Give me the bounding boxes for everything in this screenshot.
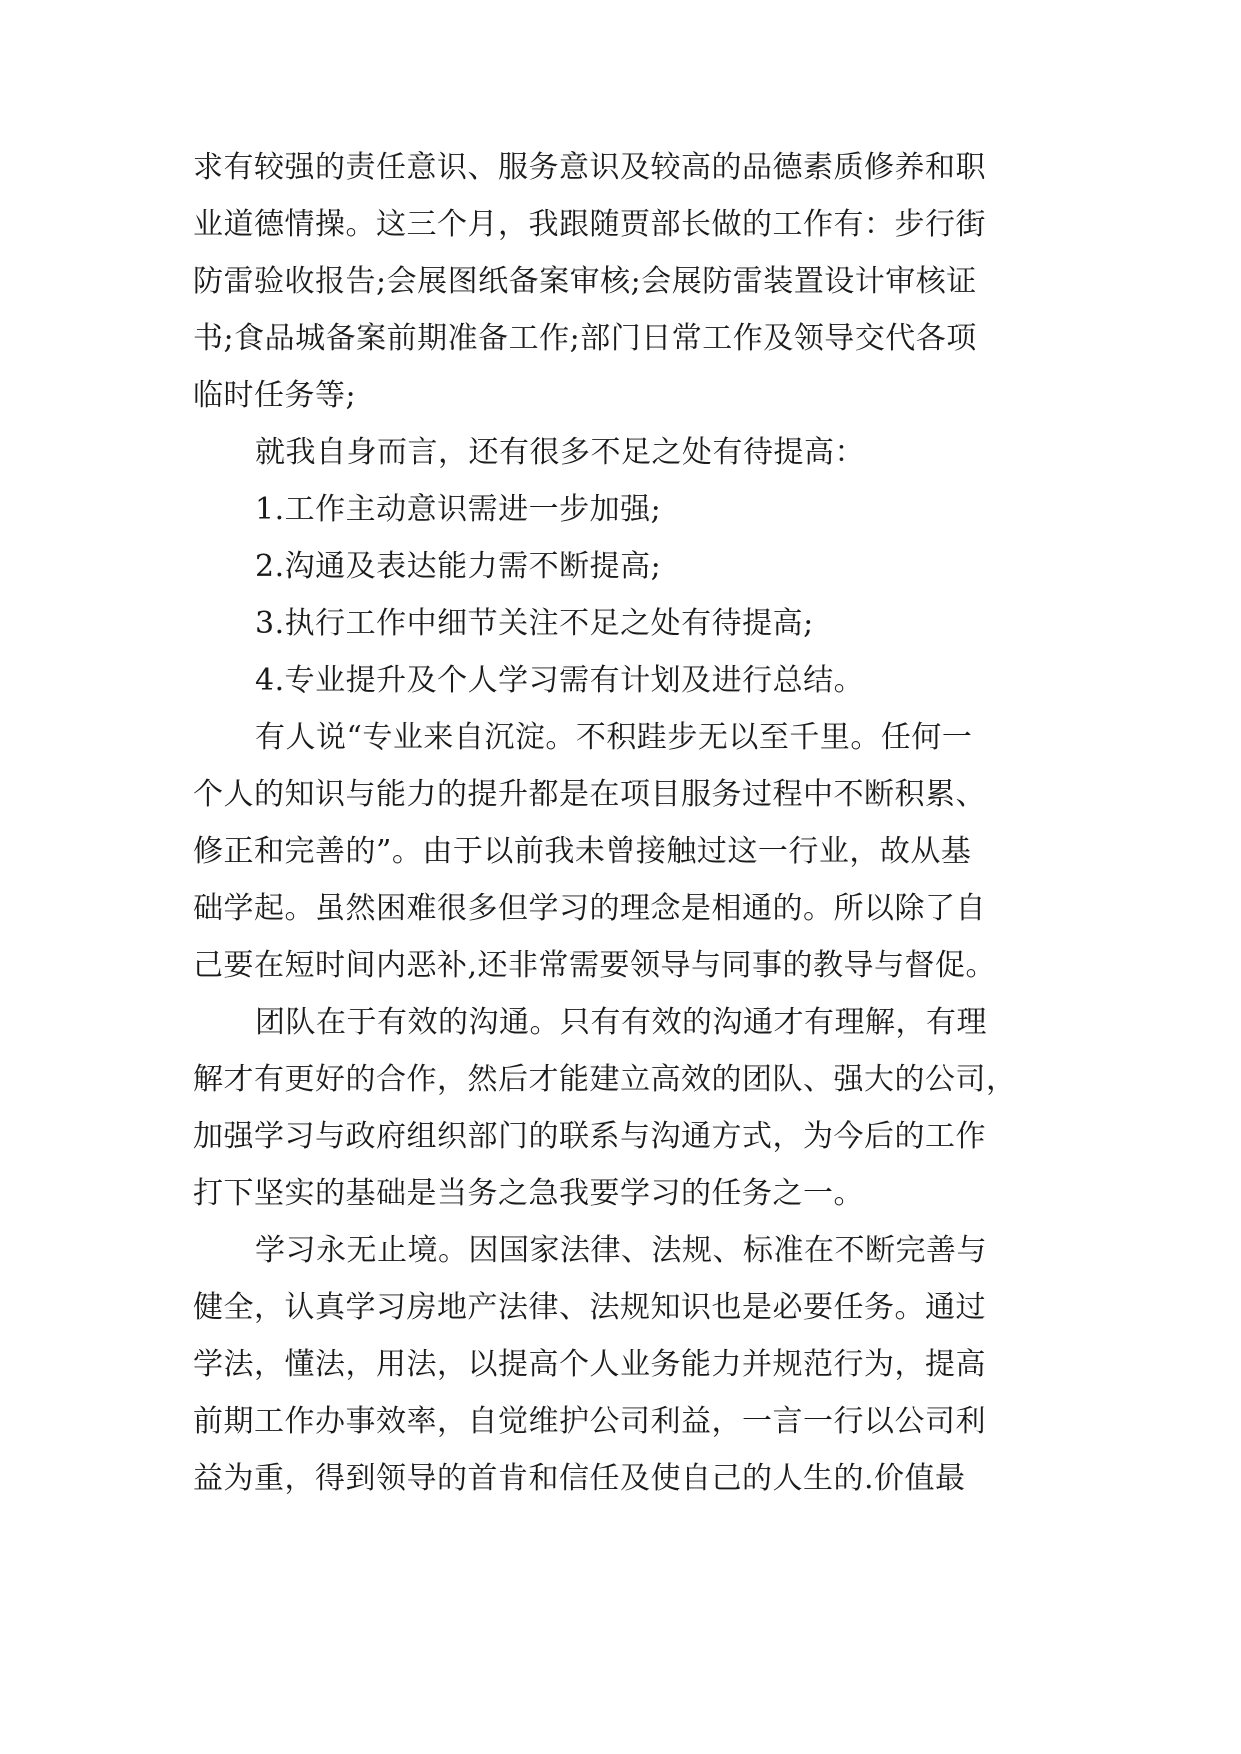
list-item: 4.专业提升及个人学习需有计划及进行总结。 — [255, 663, 865, 698]
list-item: 3.执行工作中细节关注不足之处有待提高; — [255, 606, 814, 641]
paragraph-first-line: 有人说“专业来自沉淀。不积跬步无以至千里。任何一 — [255, 720, 973, 755]
body-text-line: 个人的知识与能力的提升都是在项目服务过程中不断积累、 — [193, 777, 986, 812]
paragraph-first-line: 就我自身而言，还有很多不足之处有待提高： — [255, 435, 865, 470]
body-text-line: 础学起。虽然困难很多但学习的理念是相通的。所以除了自 — [193, 891, 986, 926]
body-text-line: 书;食品城备案前期准备工作;部门日常工作及领导交代各项 — [193, 321, 977, 356]
body-text-line: 己要在短时间内恶补,还非常需要领导与同事的教导与督促。 — [193, 948, 997, 983]
body-text-line: 修正和完善的”。由于以前我未曾接触过这一行业，故从基 — [193, 834, 972, 869]
body-text-line: 健全，认真学习房地产法律、法规知识也是必要任务。通过 — [193, 1290, 986, 1325]
body-text-line: 加强学习与政府组织部门的联系与沟通方式，为今后的工作 — [193, 1119, 986, 1154]
body-text-line: 防雷验收报告;会展图纸备案审核;会展防雷装置设计审核证 — [193, 264, 977, 299]
paragraph-first-line: 学习永无止境。因国家法律、法规、标准在不断完善与 — [255, 1233, 987, 1268]
body-text-line: 求有较强的责任意识、服务意识及较高的品德素质修养和职 — [193, 150, 986, 185]
list-item: 2.沟通及表达能力需不断提高; — [255, 549, 662, 584]
body-text-line: 临时任务等; — [193, 378, 357, 413]
body-text-line: 打下坚实的基础是当务之急我要学习的任务之一。 — [193, 1176, 864, 1211]
body-text-line: 前期工作办事效率，自觉维护公司利益，一言一行以公司利 — [193, 1404, 986, 1439]
body-text-line: 解才有更好的合作，然后才能建立高效的团队、强大的公司， — [193, 1062, 1017, 1097]
body-text-line: 益为重，得到领导的首肯和信任及使自己的人生的.价值最 — [193, 1461, 966, 1496]
paragraph-first-line: 团队在于有效的沟通。只有有效的沟通才有理解，有理 — [255, 1005, 987, 1040]
list-item: 1.工作主动意识需进一步加强; — [255, 492, 662, 527]
body-text-line: 业道德情操。这三个月，我跟随贾部长做的工作有：步行街 — [193, 207, 986, 242]
body-text-line: 学法，懂法，用法，以提高个人业务能力并规范行为，提高 — [193, 1347, 986, 1382]
